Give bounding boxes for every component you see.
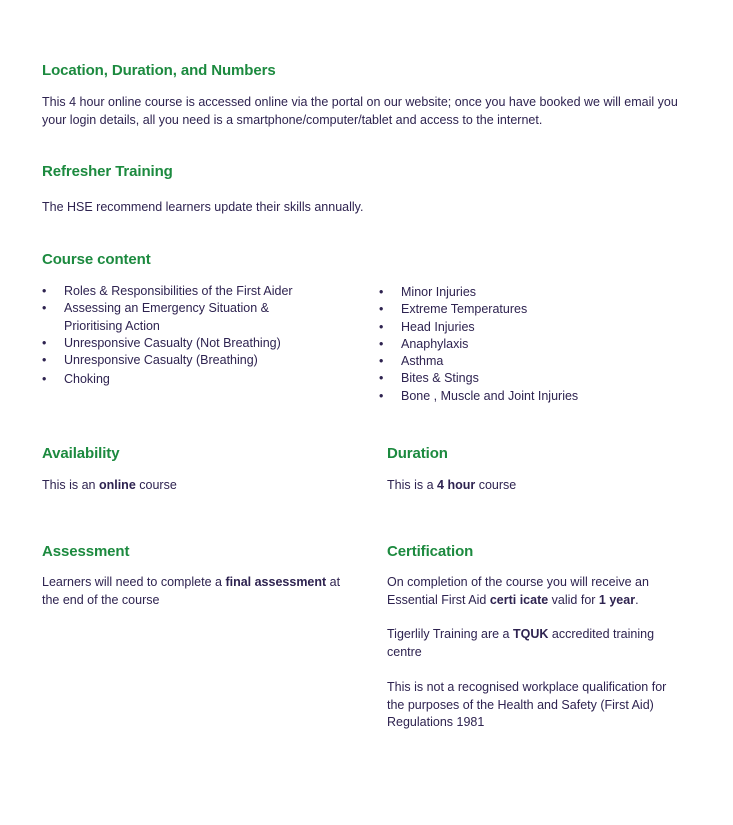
course-content-list-left bbox=[42, 283, 312, 389]
duration-text: This is a 4 hour course bbox=[387, 478, 517, 492]
list-item: • Anaphylaxis bbox=[379, 336, 699, 353]
certification-text-2: Tigerlily Training are a TQUK accredited training centre bbox=[387, 627, 655, 659]
list-item: • Asthma bbox=[379, 353, 699, 370]
refresher-text: The HSE recommend learners update their skills annually. bbox=[42, 200, 364, 214]
availability-heading: Availability bbox=[42, 445, 120, 462]
list-item: • Head Injuries bbox=[379, 319, 699, 336]
list-item: • Bone , Muscle and Joint Injuries bbox=[379, 388, 699, 405]
assessment-text: Learners will need to complete a final assessment at the end of the course bbox=[42, 575, 341, 607]
list-item: • Extreme Temperatures bbox=[379, 301, 699, 318]
list-item: • Assessing an Emergency Situation & Prioritising Action bbox=[42, 300, 312, 335]
list-item: • Minor Injuries bbox=[379, 284, 699, 301]
assessment-heading: Assessment bbox=[42, 543, 130, 560]
certification-text-1: On completion of the course you will receive an Essential First Aid certi icate valid for 1 year. bbox=[387, 575, 649, 607]
course-content-heading: Course content bbox=[42, 251, 151, 268]
course-content-list-right bbox=[379, 284, 699, 405]
certification-text-3: This is not a recognised workplace qualification for the purposes of the Health and Safety (First Aid) Regulations 1981 bbox=[387, 680, 667, 729]
availability-text: This is an online course bbox=[42, 478, 177, 492]
certification-heading: Certification bbox=[387, 543, 474, 560]
refresher-heading: Refresher Training bbox=[42, 163, 173, 180]
list-item: • Unresponsive Casualty (Not Breathing) bbox=[42, 335, 312, 352]
list-item: • Roles & Responsibilities of the First Aider bbox=[42, 283, 312, 300]
location-heading: Location, Duration, and Numbers bbox=[42, 62, 276, 79]
list-item: • Unresponsive Casualty (Breathing) bbox=[42, 352, 312, 369]
location-text: This 4 hour online course is accessed online via the portal on our website; once you have booked we will email you your login details, all you need is a smartphone/computer/tablet and access to the internet. bbox=[42, 95, 678, 127]
list-item: • Choking bbox=[42, 371, 312, 388]
list-item: • Bites & Stings bbox=[379, 370, 699, 387]
duration-heading: Duration bbox=[387, 445, 448, 462]
